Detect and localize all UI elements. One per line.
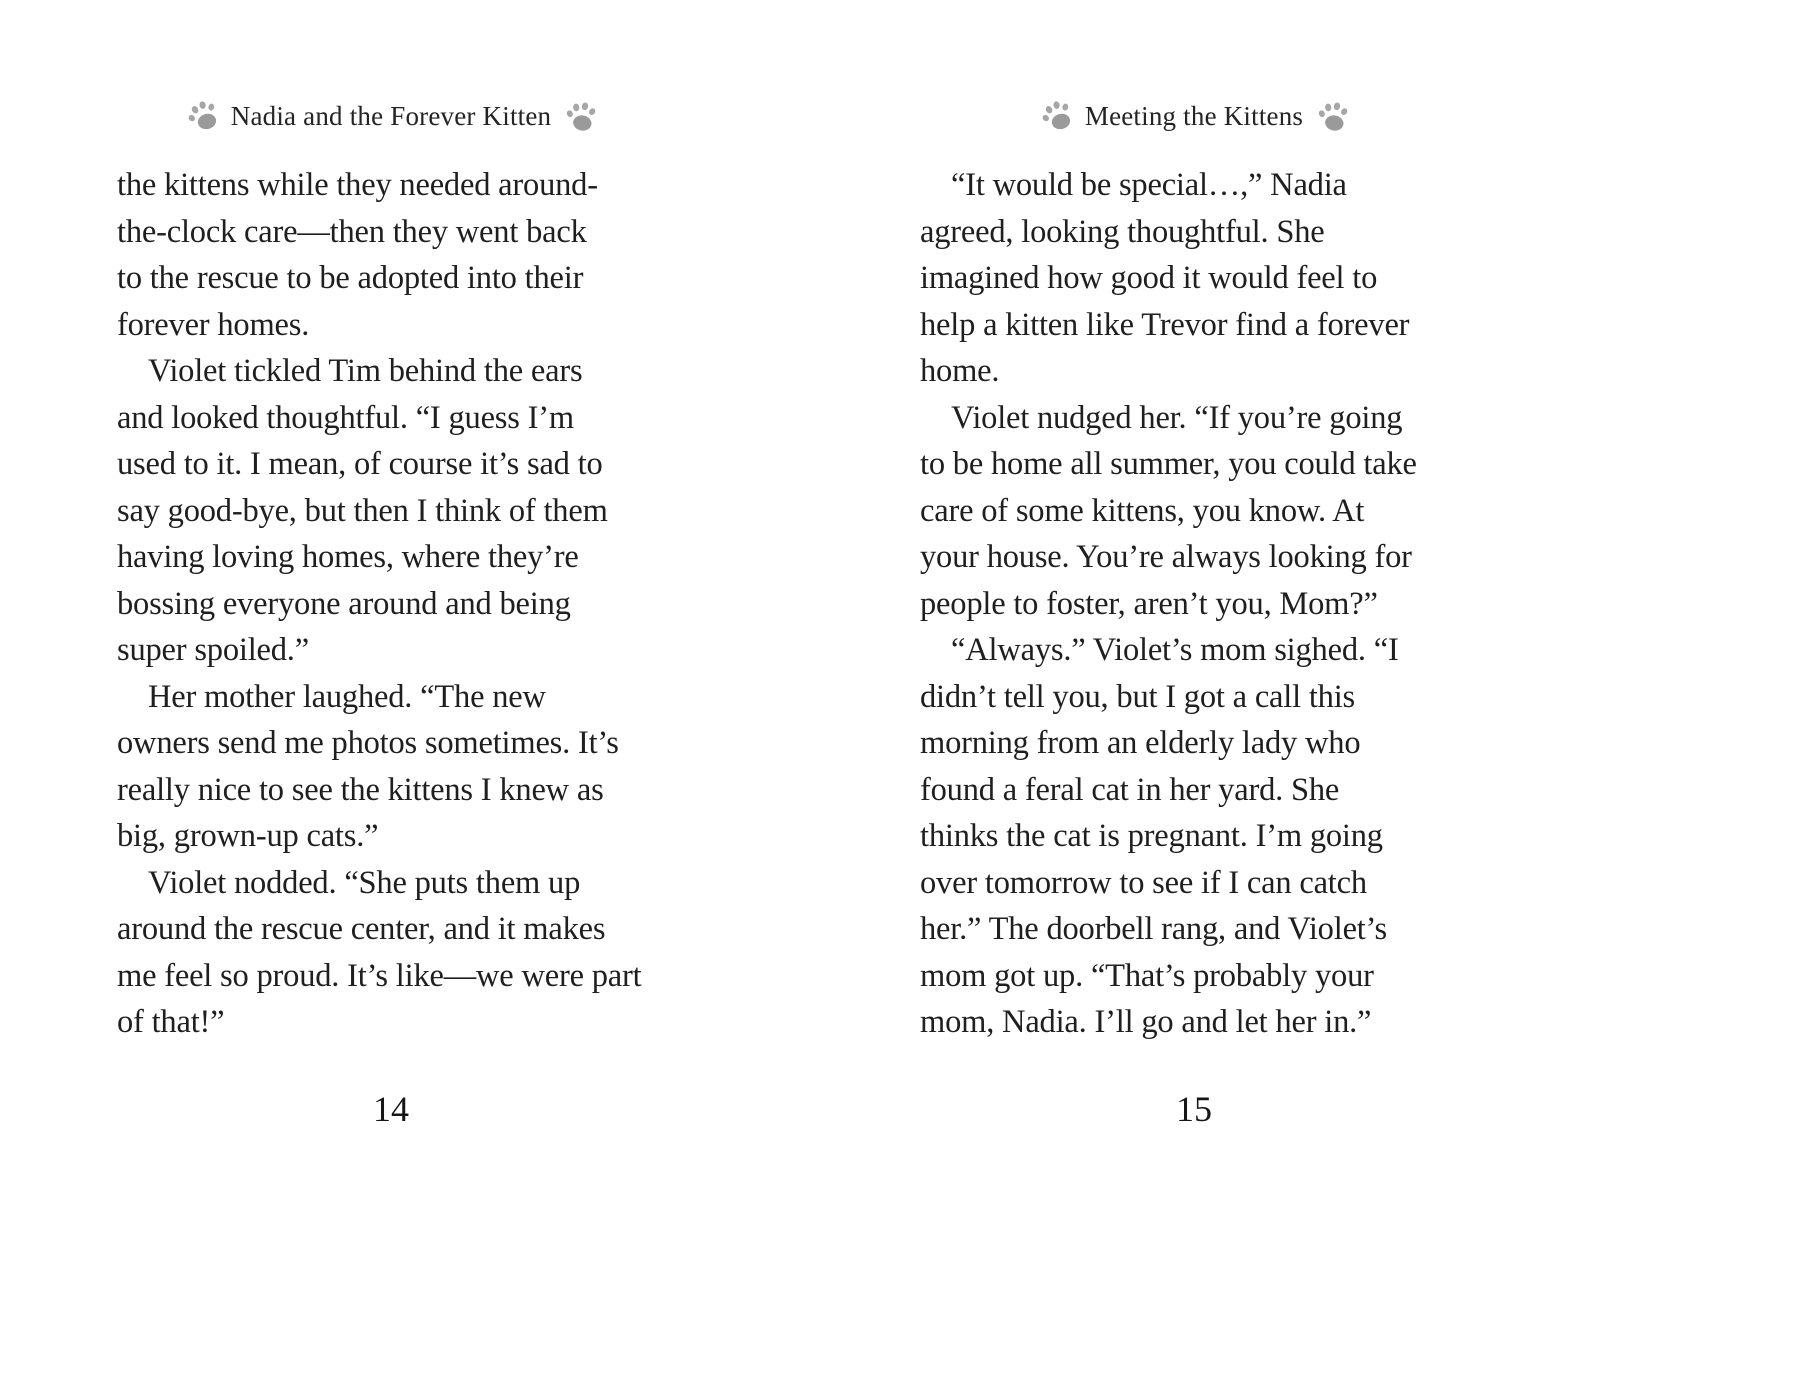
text-line: owners send me photos sometimes. It’s bbox=[117, 725, 619, 761]
text-line: and looked thoughtful. “I guess I’m bbox=[117, 399, 574, 436]
left-page-body bbox=[117, 162, 665, 1046]
text-line: thinks the cat is pregnant. I’m going bbox=[920, 818, 1383, 854]
text-line: Violet nudged her. “If you’re going bbox=[951, 399, 1403, 436]
text-line: of that!” bbox=[117, 1004, 225, 1040]
text-line: “Always.” Violet’s mom sighed. “I bbox=[951, 632, 1399, 668]
text-line: the kittens while they needed around- bbox=[117, 167, 598, 203]
text-line: to be home all summer, you could take bbox=[920, 446, 1417, 482]
paw-print-icon bbox=[561, 98, 600, 133]
text-line: her.” The doorbell rang, and Violet’s bbox=[920, 911, 1387, 947]
text-line: forever homes. bbox=[117, 306, 310, 343]
text-line: say good-bye, but then I think of them bbox=[117, 492, 608, 529]
text-line: to the rescue to be adopted into their bbox=[117, 260, 584, 296]
left-header-title: Nadia and the Forever Kitten bbox=[230, 101, 552, 131]
text-line: really nice to see the kittens I knew as bbox=[117, 771, 604, 808]
text-line: big, grown-up cats.” bbox=[117, 818, 379, 854]
text-line: Violet tickled Tim behind the ears bbox=[148, 353, 583, 389]
text-line: mom, Nadia. I’ll go and let her in.” bbox=[920, 1004, 1372, 1040]
text-line: your house. You’re always looking for bbox=[920, 539, 1412, 575]
text-line: people to foster, aren’t you, Mom?” bbox=[920, 585, 1378, 622]
left-running-head bbox=[117, 96, 665, 136]
left-page-number: 14 bbox=[373, 1089, 409, 1129]
text-line: the-clock care—then they went back bbox=[117, 213, 587, 250]
text-line: over tomorrow to see if I can catch bbox=[920, 864, 1367, 901]
text-line: bossing everyone around and being bbox=[117, 585, 571, 622]
paw-print-icon bbox=[1036, 97, 1076, 134]
text-line: care of some kittens, you know. At bbox=[920, 492, 1365, 529]
text-line: used to it. I mean, of course it’s sad to bbox=[117, 446, 603, 482]
text-line: me feel so proud. It’s like—we were part bbox=[117, 957, 642, 994]
text-line: around the rescue center, and it makes bbox=[117, 911, 606, 947]
text-line: imagined how good it would feel to bbox=[920, 260, 1378, 296]
text-line: having loving homes, where they’re bbox=[117, 539, 579, 575]
text-line: morning from an elderly lady who bbox=[920, 725, 1361, 761]
page-14 bbox=[117, 0, 665, 1396]
text-line: agreed, looking thoughtful. She bbox=[920, 213, 1325, 250]
right-page-number: 15 bbox=[1176, 1089, 1212, 1129]
paw-print-icon bbox=[1313, 98, 1352, 133]
right-running-head bbox=[920, 96, 1468, 136]
text-line: Her mother laughed. “The new bbox=[148, 678, 546, 715]
text-line: super spoiled.” bbox=[117, 632, 309, 668]
right-page-body bbox=[920, 162, 1468, 1046]
text-line: Violet nodded. “She puts them up bbox=[148, 864, 581, 901]
text-line: found a feral cat in her yard. She bbox=[920, 771, 1340, 808]
paw-print-icon bbox=[182, 97, 222, 134]
text-line: help a kitten like Trevor find a forever bbox=[920, 306, 1410, 343]
text-line: “It would be special…,” Nadia bbox=[951, 167, 1347, 203]
right-header-title: Meeting the Kittens bbox=[1084, 101, 1304, 131]
page-15 bbox=[920, 0, 1468, 1396]
text-line: didn’t tell you, but I got a call this bbox=[920, 678, 1356, 715]
text-line: mom got up. “That’s probably your bbox=[920, 957, 1374, 994]
text-line: home. bbox=[920, 353, 1000, 389]
